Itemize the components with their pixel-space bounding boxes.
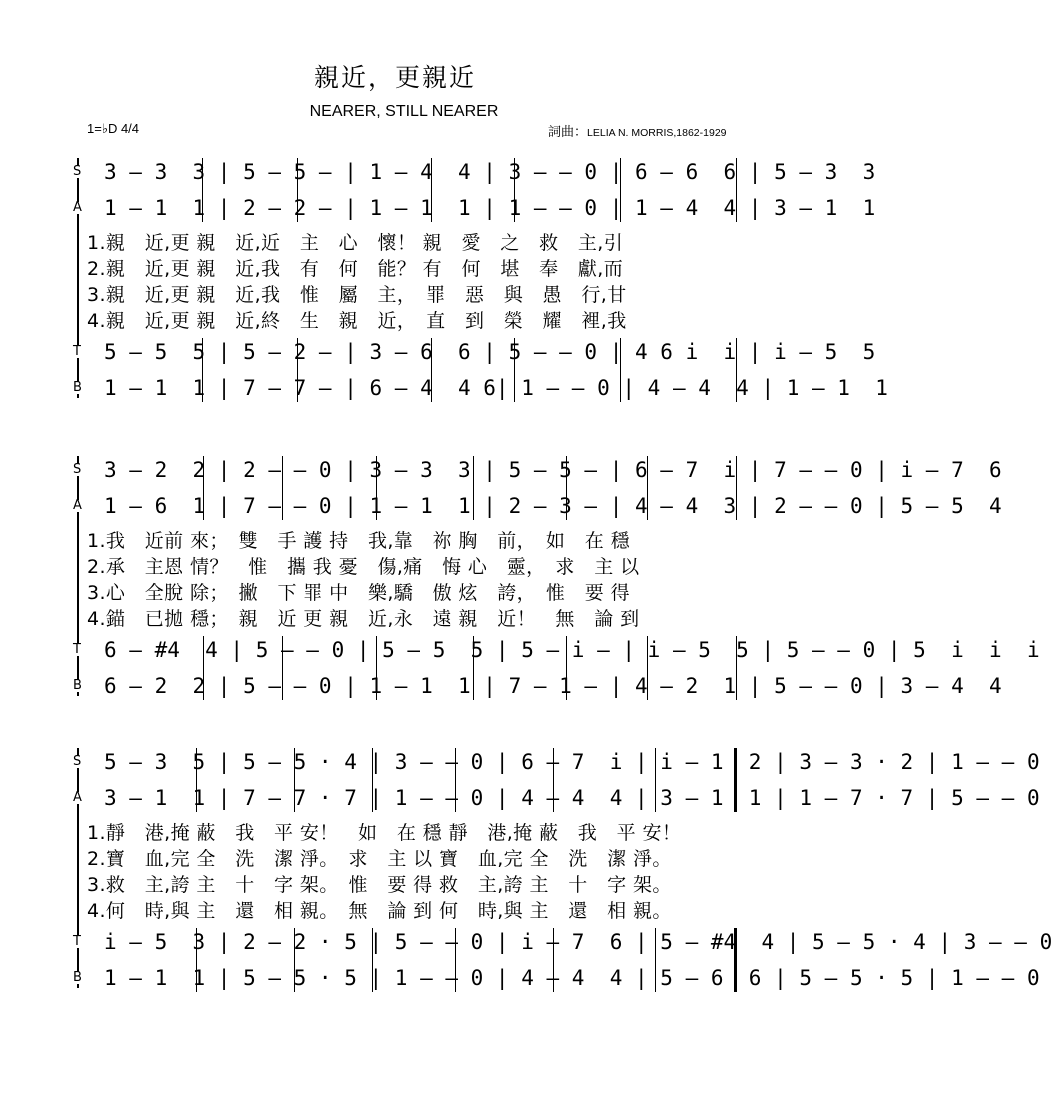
part-label-alto: A bbox=[73, 200, 82, 215]
lyric-verse-3: 3.心 全脫 除； 撇 下 罪 中 樂,驕 傲 炫 誇， 惟 要 得 bbox=[87, 582, 630, 604]
system-2 bbox=[0, 448, 1040, 708]
part-label-tenor: T bbox=[73, 344, 81, 359]
lyric-verse-1: 1.靜 港,掩 蔽 我 平 安！ 如 在 穩 靜 港,掩 蔽 我 平 安！ bbox=[87, 822, 682, 844]
system-1 bbox=[0, 150, 888, 410]
part-label-alto: A bbox=[73, 498, 82, 513]
lyric-verse-2: 2.寶 血,完 全 洗 潔 淨。 求 主 以 寶 血,完 全 洗 潔 淨。 bbox=[87, 848, 672, 870]
title-chinese: 親近，更親近 bbox=[313, 63, 476, 92]
soprano-notes: 5 – 3 5 | 5 – 5 · 4 | 3 – – 0 | 6 – 7 i | i – 1 2 | 3 – 3 · 2 | 1 – – 0 bbox=[104, 750, 1040, 774]
tenor-notes: i – 5 3 | 2 – 2 · 5 | 5 – – 0 | i – 7 6 | 5 – #4 4 | 5 – 5 · 4 | 3 – – 0 bbox=[104, 930, 1052, 954]
credit-label: 詞曲： bbox=[548, 124, 588, 139]
system-brace bbox=[77, 158, 79, 398]
part-label-tenor: T bbox=[73, 934, 81, 949]
system-brace bbox=[77, 456, 79, 696]
alto-notes: 1 – 6 1 | 7 – – 0 | 1 – 1 1 | 2 – 3 – | 4 – 4 3 | 2 – – 0 | 5 – 5 4 bbox=[104, 494, 1002, 518]
part-label-soprano: S bbox=[73, 164, 82, 179]
title-english: NEARER, STILL NEARER bbox=[309, 103, 499, 120]
bass-notes: 6 – 2 2 | 5 – – 0 | 1 – 1 1 | 7 – 1 – | 4 – 2 1 | 5 – – 0 | 3 – 4 4 bbox=[104, 674, 1002, 698]
soprano-notes: 3 – 3 3 | 5 – 5 – | 1 – 4 4 | 3 – – 0 | 6 – 6 6 | 5 – 3 3 bbox=[104, 160, 876, 184]
lyric-verse-3: 3.親 近,更 親 近,我 惟 屬 主， 罪 惡 與 愚 行,甘 bbox=[87, 284, 627, 306]
lyric-verse-2: 2.承 主恩 情？ 惟 攜 我 憂 傷,痛 悔 心 靈， 求 主 以 bbox=[87, 556, 640, 578]
part-label-bass: B bbox=[73, 380, 82, 395]
lyric-verse-4: 4.何 時,與 主 還 相 親。 無 論 到 何 時,與 主 還 相 親。 bbox=[87, 900, 672, 922]
lyric-verse-2: 2.親 近,更 親 近,我 有 何 能？ 有 何 堪 奉 獻,而 bbox=[87, 258, 624, 280]
lyric-verse-4: 4.親 近,更 親 近,終 生 親 近， 直 到 榮 耀 裡,我 bbox=[87, 310, 627, 332]
part-label-soprano: S bbox=[73, 754, 82, 769]
key-signature: 1=♭D 4/4 bbox=[87, 121, 140, 136]
credit bbox=[548, 121, 727, 140]
system-3 bbox=[0, 740, 1052, 1000]
lyric-verse-3: 3.救 主,誇 主 十 字 架。 惟 要 得 救 主,誇 主 十 字 架。 bbox=[87, 874, 672, 896]
lyric-verse-4: 4.錨 已拋 穩； 親 近 更 親 近,永 遠 親 近！ 無 論 到 bbox=[87, 608, 640, 630]
lyric-verse-1: 1.親 近,更 親 近,近 主 心 懷！ 親 愛 之 救 主,引 bbox=[87, 232, 624, 254]
part-label-soprano: S bbox=[73, 462, 82, 477]
lyric-verse-1: 1.我 近前 來； 雙 手 護 持 我,靠 祢 胸 前， 如 在 穩 bbox=[87, 530, 630, 552]
credit-name: LELIA N. MORRIS,1862-1929 bbox=[587, 127, 727, 139]
soprano-notes: 3 – 2 2 | 2 – – 0 | 3 – 3 3 | 5 – 5 – | 6 – 7 i | 7 – – 0 | i – 7 6 bbox=[104, 458, 1002, 482]
bass-notes: 1 – 1 1 | 5 – 5 · 5 | 1 – – 0 | 4 – 4 4 | 5 – 6 6 | 5 – 5 · 5 | 1 – – 0 bbox=[104, 966, 1040, 990]
tenor-notes: 5 – 5 5 | 5 – 2 – | 3 – 6 6 | 5 – – 0 | 4 6 i i | i – 5 5 bbox=[104, 340, 876, 364]
part-label-tenor: T bbox=[73, 642, 81, 657]
system-brace bbox=[77, 748, 79, 988]
part-label-bass: B bbox=[73, 678, 82, 693]
alto-notes: 1 – 1 1 | 2 – 2 – | 1 – 1 1 | 1 – – 0 | 1 – 4 4 | 3 – 1 1 bbox=[104, 196, 876, 220]
part-label-alto: A bbox=[73, 790, 82, 805]
tenor-notes: 6 – #4 4 | 5 – – 0 | 5 – 5 5 | 5 – i – | i – 5 5 | 5 – – 0 | 5 i i i bbox=[104, 638, 1040, 662]
alto-notes: 3 – 1 1 | 7 – 7 · 7 | 1 – – 0 | 4 – 4 4 | 3 – 1 1 | 1 – 7 · 7 | 5 – – 0 bbox=[104, 786, 1040, 810]
bass-notes: 1 – 1 1 | 7 – 7 – | 6 – 4 4 6| 1 – – 0 | 4 – 4 4 | 1 – 1 1 bbox=[104, 376, 888, 400]
part-label-bass: B bbox=[73, 970, 82, 985]
